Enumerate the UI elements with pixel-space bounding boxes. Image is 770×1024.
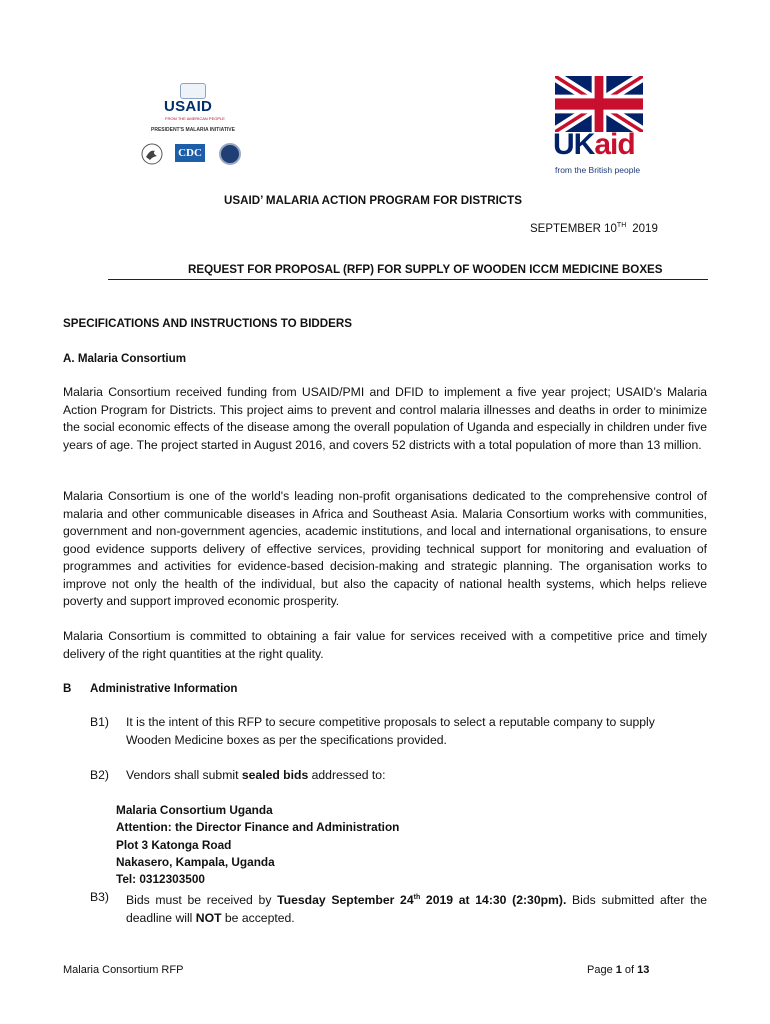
address-line: Tel: 0312303500 bbox=[116, 872, 205, 887]
b3-deadline-day: Tuesday September 24 bbox=[277, 893, 414, 908]
usaid-pmi-logo bbox=[127, 83, 257, 175]
b3-text-post: Bids submitted after the deadline will bbox=[126, 893, 708, 925]
page-current: 1 bbox=[615, 964, 622, 976]
state-department-seal-icon bbox=[219, 143, 241, 165]
address-line: Attention: the Director Finance and Administration bbox=[116, 820, 400, 835]
ukaid-logo bbox=[553, 76, 645, 176]
b2-label: B2) bbox=[90, 768, 109, 782]
usaid-wordmark: USAID bbox=[164, 98, 213, 115]
title-underline bbox=[108, 279, 708, 280]
b1-text: It is the intent of this RFP to secure competitive proposals to select a reputable company to supply Wooden Medicine boxes as per the specifications provided. bbox=[126, 715, 655, 747]
ukaid-tagline: from the British people bbox=[555, 165, 641, 175]
page-total: 13 bbox=[637, 964, 650, 976]
date-superscript: TH bbox=[616, 222, 627, 229]
pmi-title: PRESIDENT'S MALARIA INITIATIVE bbox=[151, 127, 235, 133]
b3-deadline-sup: th bbox=[413, 894, 421, 901]
date-prefix: SEPTEMBER 10 bbox=[530, 222, 617, 235]
ukaid-wordmark bbox=[553, 128, 635, 162]
page-word: Page bbox=[587, 964, 616, 976]
document-date bbox=[530, 222, 658, 235]
b3-text-pre: Bids must be received by bbox=[126, 893, 278, 908]
paragraph-3: Malaria Consortium is committed to obtaining a fair value for services received with a competitive price and timely delivery of the right quantities at the right quality. bbox=[63, 629, 707, 661]
page-number bbox=[587, 964, 649, 976]
program-title: USAID’ MALARIA ACTION PROGRAM FOR DISTRICTS bbox=[224, 194, 522, 207]
ukaid-wordmark-uk: UK bbox=[553, 128, 595, 161]
address-block bbox=[116, 802, 399, 888]
usaid-tagline: FROM THE AMERICAN PEOPLE bbox=[165, 116, 225, 121]
paragraph-1: Malaria Consortium received funding from USAID/PMI and DFID to implement a five year project; USAID’s Malaria Action Program for Districts. This project aims to prevent and control malaria illnesses and deaths in order to minimize the social economic effects of the disease among the overall population of Uganda and especially in children under five years of age. The project started in August 2016, and covers 52 districts with a total population of more than 13 million. bbox=[63, 385, 707, 452]
b3-label: B3) bbox=[90, 890, 109, 904]
hhs-eagle-icon bbox=[141, 143, 163, 165]
paragraph-2: Malaria Consortium is one of the world's leading non-profit organisations dedicated to the comprehensive control of malaria and other communicable diseases in Africa and Southeast Asia. Malaria Consortium works with communities, government and non-government agencies, academic institutions, and local and international organisations, to ensure good evidence supports delivery of effective services, providing technical support for monitoring and evaluation of programmes and activities for evidence-based decision-making and strategic planning. The organisation works to improve not only the health of the individual, but also the capacity of national health systems, which helps relieve poverty and support improved economic prosperity. bbox=[63, 489, 707, 608]
b2-text-pre: Vendors shall submit bbox=[126, 768, 242, 782]
cdc-logo: CDC bbox=[175, 144, 205, 162]
b1-label: B1) bbox=[90, 715, 109, 729]
footer-left: Malaria Consortium RFP bbox=[63, 964, 184, 976]
section-a-heading: A. Malaria Consortium bbox=[63, 352, 187, 365]
address-line: Malaria Consortium Uganda bbox=[116, 803, 273, 817]
rfp-title: REQUEST FOR PROPOSAL (RFP) FOR SUPPLY OF WOODEN ICCM MEDICINE BOXES bbox=[188, 263, 663, 276]
date-year: 2019 bbox=[632, 222, 658, 235]
of-word: of bbox=[621, 964, 638, 976]
b3-deadline-time: 2019 at 14:30 (2:30pm). bbox=[420, 893, 567, 908]
section-b-label: B bbox=[63, 682, 72, 695]
address-line: Plot 3 Katonga Road bbox=[116, 837, 232, 852]
b3-not: NOT bbox=[195, 910, 222, 925]
b2-text-bold: sealed bids bbox=[241, 768, 309, 782]
b3-text bbox=[126, 889, 707, 927]
address-line: Nakasero, Kampala, Uganda bbox=[116, 854, 275, 869]
b2-text-post: addressed to: bbox=[308, 768, 386, 782]
section-title: SPECIFICATIONS AND INSTRUCTIONS TO BIDDERS bbox=[63, 317, 352, 330]
b2-text bbox=[126, 767, 385, 785]
usaid-seal-icon bbox=[180, 83, 206, 99]
b3-text-end: be accepted. bbox=[221, 910, 295, 925]
section-b-heading: Administrative Information bbox=[90, 682, 238, 695]
union-jack-flag-icon bbox=[555, 76, 643, 132]
ukaid-wordmark-aid: aid bbox=[594, 128, 635, 161]
